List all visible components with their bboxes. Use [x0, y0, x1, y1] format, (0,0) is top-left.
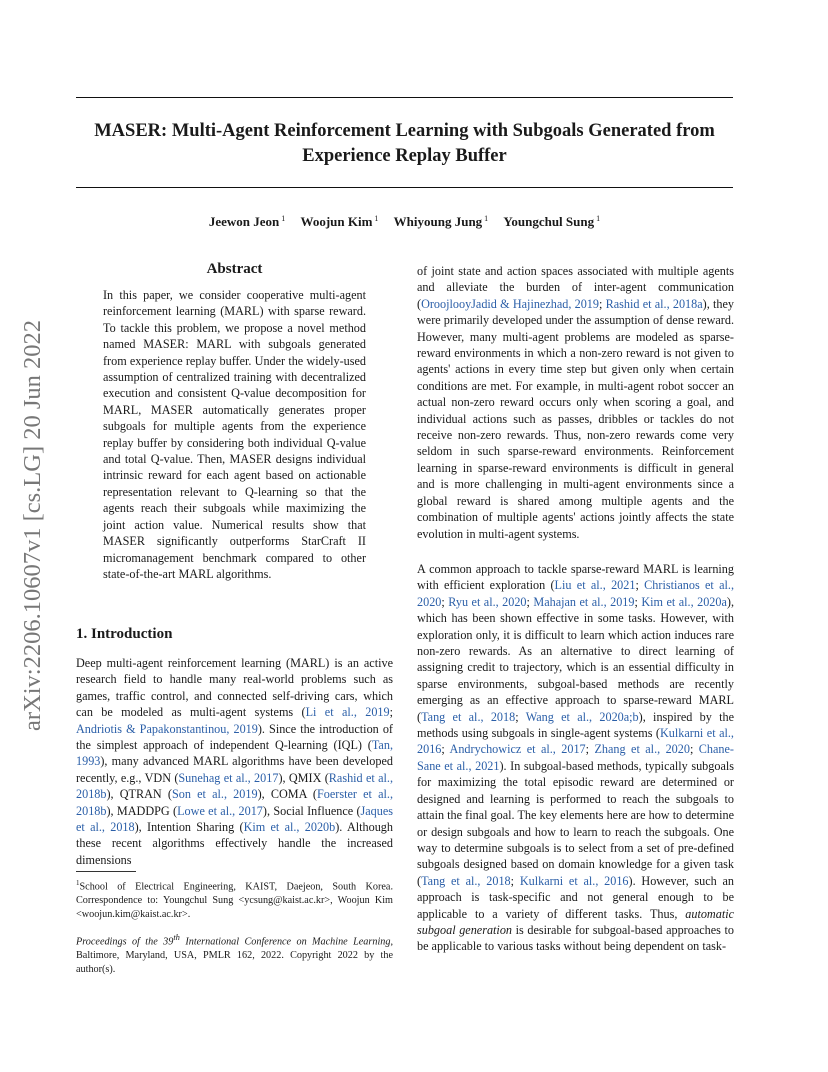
- citation-link[interactable]: Lowe et al., 2017: [177, 803, 263, 818]
- citation-link[interactable]: Son et al., 2019: [171, 787, 258, 802]
- author: Woojun Kim $^1$: [300, 214, 379, 230]
- citation-link[interactable]: OroojlooyJadid & Hajinezhad, 2019: [421, 296, 599, 311]
- title-rule-top: [76, 97, 733, 98]
- abstract-heading: Abstract: [206, 261, 263, 277]
- intro-paragraph-right-1: of joint state and action spaces associated with multiple agents and alleviate the burden of inter-agent communication (OroojlooyJadid & Hajinezhad, 2019; Rashid et al., 2018a), they were primarily developed under the assumption of dense reward. However, many multi-agent problems are modeled as sparse-reward environments in which a non-zero reward is not given to agents' actions in every time step but given only when certain conditions are met. For example, in multi-agent robot soccer an actual non-zero reward occurs only when scoring a goal, and individual actions such as passes, dribbles or tackles do not receive non-zero rewards. Thus, non-zero rewards come very seldom in such sparse-reward environments. Reinforcement learning in sparse-reward environments is difficult in general and is more challenging in multi-agent environments since a global reward is shared among multiple agents and the combination of multiple agents' actions jointly affects the state evolution in multi-agent systems.: [417, 264, 734, 541]
- citation-link[interactable]: Kulkarni et al., 2016: [519, 873, 629, 888]
- title-rule-bottom: [76, 187, 733, 188]
- paper-title: MASER: Multi-Agent Reinforcement Learning with Subgoals Generated from Experience Replay Buffer: [94, 121, 715, 166]
- citation-link[interactable]: Kulkarni et al., 2016: [417, 726, 734, 757]
- section-heading-introduction: 1. Introduction: [76, 626, 173, 642]
- footnote-rule: [76, 871, 136, 872]
- proceedings-note: Proceedings of the 39th International Conference on Machine Learning, Baltimore, Maryland, USA, PMLR 162, 2022. Copyright 2022 by the author(s).: [76, 932, 394, 975]
- citation-link[interactable]: Rashid et al., 2018a: [605, 296, 703, 311]
- arxiv-stamp: arXiv:2206.10607v1 [cs.LG] 20 Jun 2022: [19, 319, 46, 731]
- citation-link[interactable]: Wang et al., 2020a;b: [525, 709, 639, 724]
- author: Whiyoung Jung $^1$: [393, 214, 489, 230]
- citation-link[interactable]: Jaques et al., 2018: [76, 803, 394, 835]
- intro-paragraph-right-2: A common approach to tackle sparse-reward MARL is learning with efficient exploration (Liu et al., 2021; Christianos et al., 2020; Ryu et al., 2020; Mahajan et al., 2019; Kim et al., 2020a), which has been shown effective in some tasks. However, with exploration only, it is difficult to learn which action induces rare non-zero rewards. As an alternative to direct learning of assigning credit to trajectory, which is an essential difficulty in sparse environments, subgoal-based methods are recently emerging as an effective approach to sparse-reward MARL (Tang et al., 2018; Wang et al., 2020a;b), inspired by the methods using subgoals in single-agent systems (Kulkarni et al., 2016; Andrychowicz et al., 2017; Zhang et al., 2020; Chane-Sane et al., 2021). In subgoal-based methods, typically subgoals for maximizing the total episodic reward are determined or designed and learning is performed to reach the subgoals to attain the final goal. The key elements here are how to determine or design subgoals and how to learn to reach the subgoals. One way to determine subgoals is to select from a set of pre-defined subgoals designed based on domain knowledge for a given task (Tang et al., 2018; Kulkarni et al., 2016). However, such an approach is task-specific and not general enough to be applicable to a variety of different tasks. Thus, automatic subgoal generation is desirable for subgoal-based approaches to be applicable to various tasks without being dependent on task-: [417, 562, 735, 954]
- author: Youngchul Sung $^1$: [503, 214, 601, 230]
- citation-link[interactable]: Foerster et al., 2018b: [76, 787, 393, 818]
- citation-link[interactable]: Kim et al., 2020a: [641, 594, 727, 609]
- author: Jeewon Jeon $^1$: [208, 214, 286, 230]
- citation-link[interactable]: Ryu et al., 2020: [448, 594, 527, 609]
- citation-link[interactable]: Christianos et al., 2020: [417, 578, 735, 609]
- citation-link[interactable]: Tan, 1993: [76, 738, 393, 769]
- intro-paragraph: Deep multi-agent reinforcement learning (MARL) is an active research field to handle many real-world problems such as games, traffic control, and connected self-driving cars, which can be modeled as multi-agent systems (Li et al., 2019; Andriotis & Papakonstantinou, 2019). Since the introduction of the simplest approach of independent Q-learning (IQL) (Tan, 1993), many advanced MARL algorithms have been developed recently, e.g., VDN (Sunehag et al., 2017), QMIX (Rashid et al., 2018b), QTRAN (Son et al., 2019), COMA (Foerster et al., 2018b), MADDPG (Lowe et al., 2017), Social Influence (Jaques et al., 2018), Intention Sharing (Kim et al., 2020b). Although these recent algorithms effectively handle the increased dimensions: [76, 656, 394, 867]
- emphasis-text: automatic subgoal generation: [417, 906, 734, 937]
- citation-link[interactable]: Chane-Sane et al., 2021: [417, 742, 734, 773]
- citation-link[interactable]: Tang et al., 2018: [421, 709, 516, 724]
- citation-link[interactable]: Tang et al., 2018: [421, 873, 511, 888]
- author-list: [76, 214, 733, 230]
- citation-link[interactable]: Andrychowicz et al., 2017: [449, 742, 586, 757]
- abstract-text: In this paper, we consider cooperative multi-agent reinforcement learning (MARL) with sparse reward. To tackle this problem, we propose a novel method named MASER: MARL with subgoals generated from experience replay buffer. Under the widely-used assumption of centralized training with decentralized execution and consistent Q-value decomposition for MARL, MASER automatically generates proper subgoals for multiple agents from the experience replay buffer by considering both individual Q-value and total Q-value. Then, MASER designs individual intrinsic reward for each agent based on actionable representation relevant to Q-learning so that the agents reach their subgoals while maximizing the joint action value. Numerical results show that MASER significantly outperforms StarCraft II micromanagement benchmark compared to other state-of-the-art MARL algorithms.: [103, 288, 366, 581]
- citation-link[interactable]: Li et al., 2019: [305, 705, 390, 720]
- affiliation-footnote: $^1$School of Electrical Engineering, KAIST, Daejeon, South Korea. Correspondence to: Youngchul Sung <ycsung@kaist.ac.kr>, Woojun Kim <woojun.kim@kaist.ac.kr>.: [76, 879, 393, 920]
- citation-link[interactable]: Rashid et al., 2018b: [76, 770, 393, 802]
- citation-link[interactable]: Sunehag et al., 2017: [178, 770, 279, 785]
- citation-link[interactable]: Liu et al., 2021: [554, 578, 636, 593]
- citation-link[interactable]: Zhang et al., 2020: [594, 742, 690, 757]
- citation-link[interactable]: Andriotis & Papakonstantinou, 2019: [76, 721, 258, 736]
- citation-link[interactable]: Mahajan et al., 2019: [533, 594, 635, 609]
- citation-link[interactable]: Kim et al., 2020b: [243, 820, 336, 835]
